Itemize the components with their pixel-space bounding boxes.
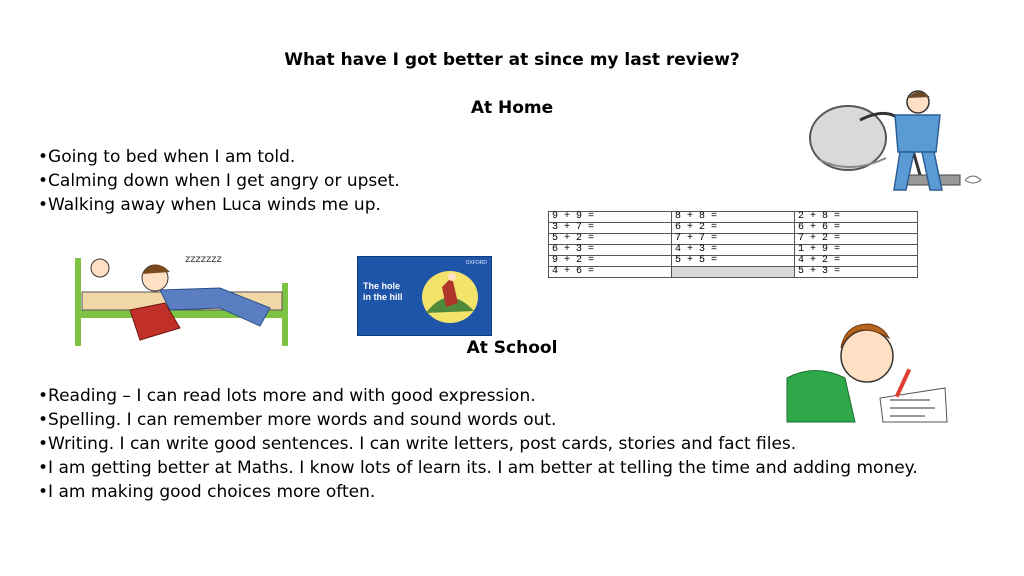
sum-cell: 3 + 7 = [549,223,672,234]
home-heading: At Home [470,98,554,118]
sum-cell: 7 + 7 = [672,234,795,245]
sum-cell: 6 + 2 = [672,223,795,234]
book-illustration [418,263,482,327]
list-item: •I am making good choices more often. [38,482,376,502]
sum-cell: 9 + 9 = [549,212,672,223]
school-heading: At School [466,338,558,358]
sum-cell-blank [672,267,795,278]
sum-cell: 4 + 2 = [795,256,918,267]
book-title [363,281,403,303]
school-list [38,384,968,504]
sum-cell: 1 + 9 = [795,245,918,256]
book-publisher: OXFORD [465,260,487,266]
sum-cell: 8 + 8 = [672,212,795,223]
sum-cell: 7 + 2 = [795,234,918,245]
sum-cell: 4 + 6 = [549,267,672,278]
maths-worksheet [548,211,918,278]
sum-cell: 5 + 3 = [795,267,918,278]
list-item: •Walking away when Luca winds me up. [38,195,381,215]
list-item: •Reading – I can read lots more and with good expression. [38,386,536,406]
sum-cell: 6 + 6 = [795,223,918,234]
home-list [38,145,400,217]
sum-cell: 4 + 3 = [672,245,795,256]
list-item: •Calming down when I get angry or upset. [38,171,400,191]
list-item: •Going to bed when I am told. [38,147,296,167]
book-cover [357,256,492,336]
book-title-line: in the hill [363,292,403,302]
sum-cell: 6 + 3 = [549,245,672,256]
book-title-line: The hole [363,281,401,291]
sum-cell: 2 + 8 = [795,212,918,223]
sum-cell: 9 + 2 = [549,256,672,267]
sum-cell: 5 + 2 = [549,234,672,245]
svg-text:zzzzzzz: zzzzzzz [185,254,222,265]
vacuum-cleaning-clipart [790,80,990,205]
sleeping-reader-clipart [70,248,295,348]
sum-cell: 5 + 5 = [672,256,795,267]
page-title: What have I got better at since my last review? [284,50,740,70]
list-item: •Writing. I can write good sentences. I can write letters, post cards, stories and fact files. [38,434,797,454]
list-item: •I am getting better at Maths. I know lots of learn its. I am better at telling the time and adding money. [38,458,918,478]
list-item: •Spelling. I can remember more words and sound words out. [38,410,557,430]
